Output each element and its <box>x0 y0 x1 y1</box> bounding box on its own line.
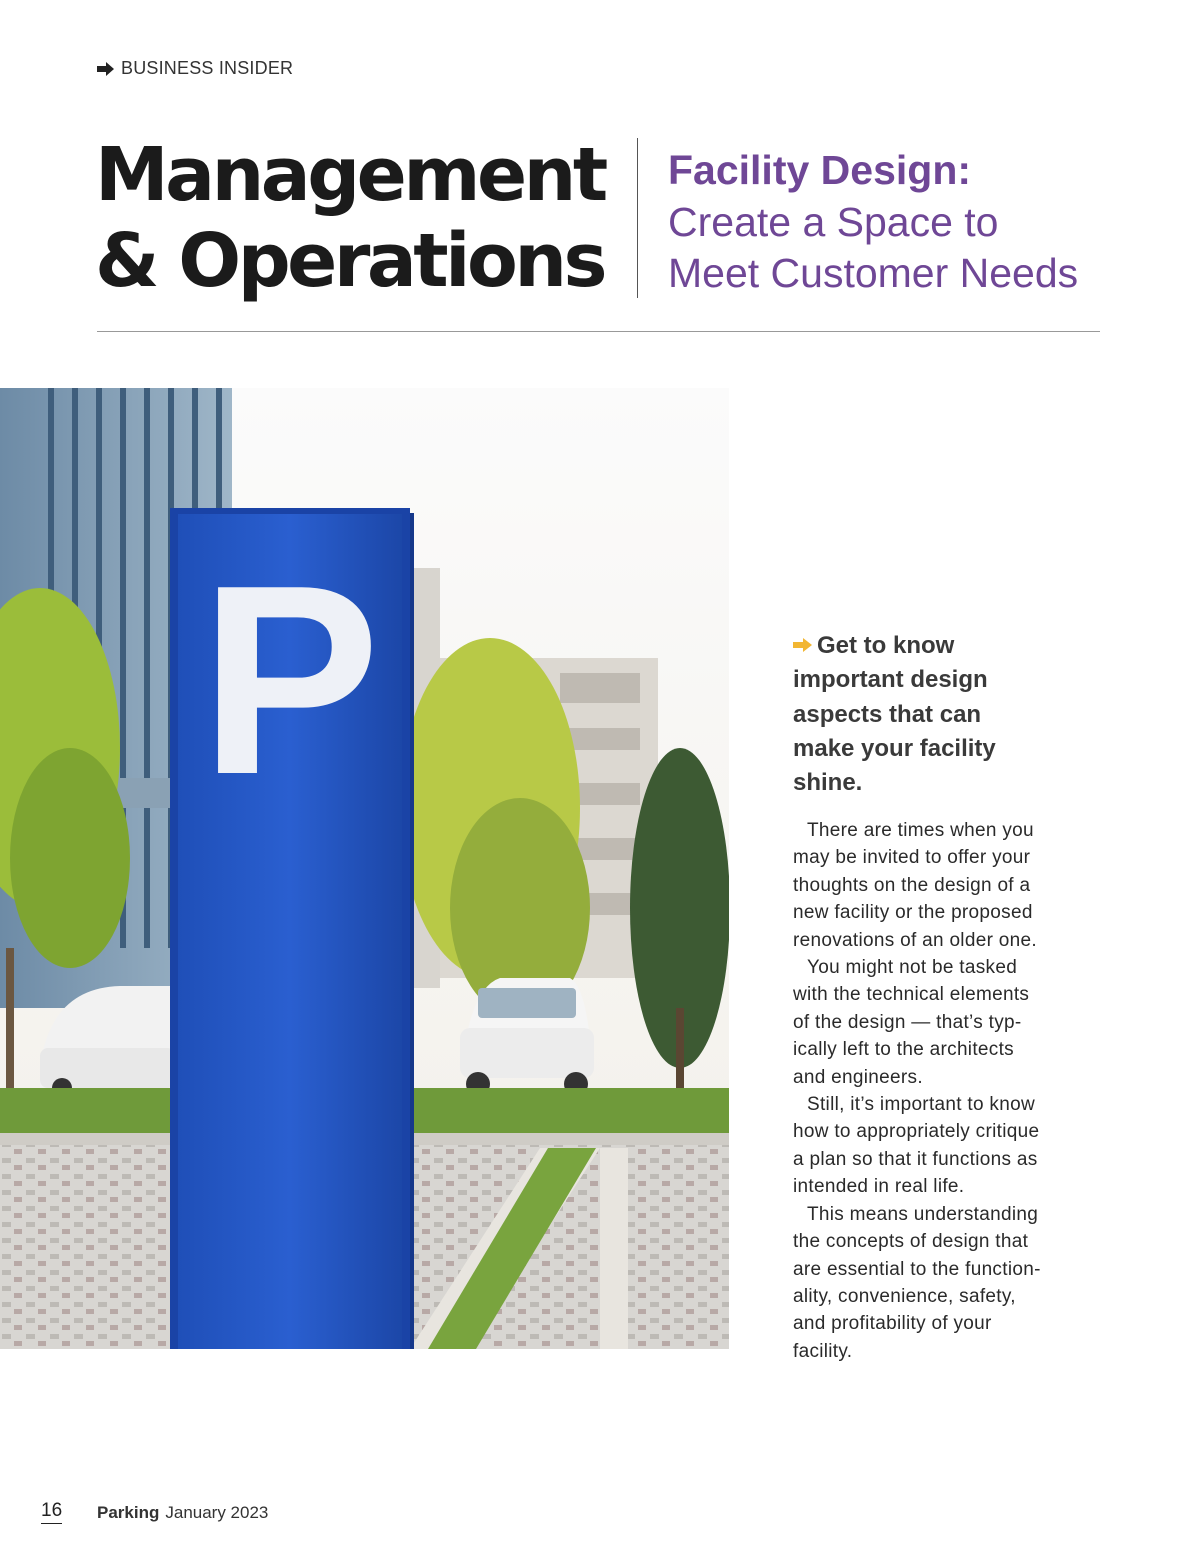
header-rule <box>97 331 1100 332</box>
body-line: of the design — that’s typ- <box>793 1011 1022 1033</box>
title-line-2: & Operations <box>95 218 605 304</box>
deck-line: aspects that can <box>793 700 982 728</box>
issue-date: January 2023 <box>165 1503 269 1522</box>
subhead-line-2: Create a Space to <box>668 199 999 245</box>
section-label-text: BUSINESS INSIDER <box>121 58 294 78</box>
body-line: with the technical elements <box>793 984 1030 1006</box>
article-subhead <box>668 143 1188 299</box>
body-line: This means understanding <box>807 1203 1039 1225</box>
body-line: Still, it’s important to know <box>807 1094 1035 1116</box>
body-line: and profitability of your <box>793 1313 992 1335</box>
subhead-line-3: Meet Customer Needs <box>668 250 1079 296</box>
body-line: and engineers. <box>793 1066 923 1088</box>
deck-line: make your facility <box>793 734 996 762</box>
right-arrow-icon <box>97 62 115 76</box>
deck-line: shine. <box>793 769 863 797</box>
right-arrow-icon <box>793 628 813 642</box>
body-line: intended in real life. <box>793 1176 965 1198</box>
page-number: 16 <box>41 1500 62 1524</box>
body-line: may be invited to offer your <box>793 847 1031 869</box>
body-line: how to appropriately critique <box>793 1121 1040 1143</box>
subhead-lead: Facility Design: <box>668 147 972 193</box>
body-line: ically left to the architects <box>793 1039 1014 1061</box>
title-divider <box>637 138 638 298</box>
section-label <box>97 58 293 79</box>
body-line: renovations of an older one. <box>793 929 1037 951</box>
page-footer <box>97 1503 268 1523</box>
body-line: a plan so that it functions as <box>793 1148 1038 1170</box>
parking-sign-photo <box>0 388 729 1349</box>
body-line: You might not be tasked <box>807 957 1018 979</box>
body-line: are essential to the function- <box>793 1258 1041 1280</box>
body-line: the concepts of design that <box>793 1231 1029 1253</box>
deck-line: Get to know <box>817 632 955 659</box>
sign-letter: P <box>200 530 381 831</box>
body-line: There are times when you <box>807 820 1034 841</box>
body-line: facility. <box>793 1340 853 1362</box>
body-line: thoughts on the design of a <box>793 874 1031 896</box>
deck-line: important design <box>793 666 988 694</box>
body-line: ality, convenience, safety, <box>793 1285 1016 1307</box>
article-body <box>793 817 1083 1365</box>
title-line-1: Management <box>95 132 605 218</box>
body-line: new facility or the proposed <box>793 902 1033 924</box>
article-deck <box>793 628 1053 800</box>
publication-name: Parking <box>97 1503 160 1522</box>
page-title <box>95 132 625 304</box>
